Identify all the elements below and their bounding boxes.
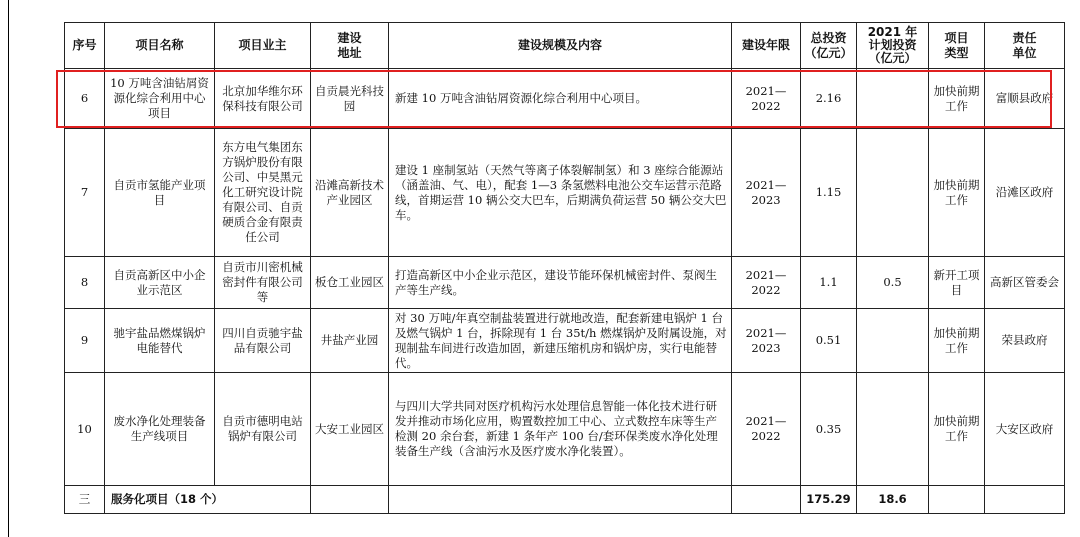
cell-name: 10 万吨含油钻屑资源化综合利用中心项目: [105, 69, 215, 129]
cell-content: 新建 10 万吨含油钻屑资源化综合利用中心项目。: [389, 69, 732, 129]
cell-type: 加快前期工作: [929, 129, 985, 257]
header-plan: 2021 年 计划投资 （亿元）: [857, 23, 929, 69]
cell-seq: 10: [65, 373, 105, 486]
cell-type: 加快前期工作: [929, 373, 985, 486]
header-unit: 责任 单位: [985, 23, 1065, 69]
cell-type: 新开工项目: [929, 257, 985, 309]
cell-plan: 0.5: [857, 257, 929, 309]
cell-name: 驰宇盐品燃煤锅炉电能替代: [105, 309, 215, 373]
summary-seq: 三: [65, 486, 105, 514]
cell-seq: 6: [65, 69, 105, 129]
summary-row: [65, 486, 1065, 514]
cell-content: 与四川大学共同对医疗机构污水处理信息智能一体化技术进行研发并推动市场化应用，购置数控加工中心、立式数控车床等生产检测 20 余台套，新建 1 条年产 100 台/套环保类废水净化处理装备生产线（含油污水及医疗废水净化装置）。: [389, 373, 732, 486]
cell-plan: [857, 69, 929, 129]
summary-plan: 18.6: [857, 486, 929, 514]
table-row: [65, 129, 1065, 257]
table-row: [65, 309, 1065, 373]
cell-content: 建设 1 座制氢站（天然气等离子体裂解制氢）和 3 座综合能源站（涵盖油、气、电），配套 1—3 条氢燃料电池公交车运营示范路线，首期运营 10 辆公交大巴车，后期满负荷运营 50 辆公交大巴车。: [389, 129, 732, 257]
summary-content: [389, 486, 732, 514]
table-row: [65, 69, 1065, 129]
cell-unit: 富顺县政府: [985, 69, 1065, 129]
cell-seq: 9: [65, 309, 105, 373]
header-owner: 项目业主: [215, 23, 311, 69]
cell-plan: [857, 373, 929, 486]
summary-period: [732, 486, 801, 514]
cell-content: 对 30 万吨/年真空制盐装置进行就地改造，配套新建电锅炉 1 台及燃气锅炉 1 台，拆除现有 1 台 35t/h 燃煤锅炉及附属设施，对现制盐车间进行改造加固，新建压缩机房和锅炉房，实行电能替代。: [389, 309, 732, 373]
cell-name: 自贡市氢能产业项目: [105, 129, 215, 257]
table-row: [65, 373, 1065, 486]
summary-name: 服务化项目（18 个）: [105, 486, 311, 514]
header-location: 建设 地址: [311, 23, 389, 69]
header-name: 项目名称: [105, 23, 215, 69]
cell-location: 大安工业园区: [311, 373, 389, 486]
cell-seq: 7: [65, 129, 105, 257]
cell-location: 沿滩高新技术产业园区: [311, 129, 389, 257]
cell-owner: 自贡市川密机械密封件有限公司等: [215, 257, 311, 309]
cell-owner: 东方电气集团东方锅炉股份有限公司、中昊黑元化工研究设计院有限公司、自贡硬质合金有限责任公司: [215, 129, 311, 257]
cell-name: 废水净化处理装备生产线项目: [105, 373, 215, 486]
cell-owner: 北京加华维尔环保科技有限公司: [215, 69, 311, 129]
header-period: 建设年限: [732, 23, 801, 69]
cell-name: 自贡高新区中小企业示范区: [105, 257, 215, 309]
summary-unit: [985, 486, 1065, 514]
cell-total: 1.15: [801, 129, 857, 257]
project-table: [64, 22, 1065, 514]
header-row: [65, 23, 1065, 69]
cell-total: 2.16: [801, 69, 857, 129]
cell-unit: 大安区政府: [985, 373, 1065, 486]
header-content: 建设规模及内容: [389, 23, 732, 69]
cell-total: 0.35: [801, 373, 857, 486]
cell-unit: 沿滩区政府: [985, 129, 1065, 257]
summary-location: [311, 486, 389, 514]
cell-plan: [857, 129, 929, 257]
cell-content: 打造高新区中小企业示范区，建设节能环保机械密封件、泵阀生产等生产线。: [389, 257, 732, 309]
cell-unit: 荣县政府: [985, 309, 1065, 373]
summary-total: 175.29: [801, 486, 857, 514]
page-left-edge: [8, 0, 9, 537]
cell-period: 2021— 2023: [732, 129, 801, 257]
cell-owner: 四川自贡驰宇盐品有限公司: [215, 309, 311, 373]
cell-location: 自贡晨光科技园: [311, 69, 389, 129]
table-row: [65, 257, 1065, 309]
cell-period: 2021— 2022: [732, 69, 801, 129]
cell-plan: [857, 309, 929, 373]
header-seq: 序号: [65, 23, 105, 69]
header-type: 项目 类型: [929, 23, 985, 69]
cell-period: 2021— 2023: [732, 309, 801, 373]
cell-total: 0.51: [801, 309, 857, 373]
cell-type: 加快前期工作: [929, 69, 985, 129]
cell-period: 2021— 2022: [732, 373, 801, 486]
cell-location: 井盐产业园: [311, 309, 389, 373]
cell-period: 2021— 2022: [732, 257, 801, 309]
summary-type: [929, 486, 985, 514]
cell-seq: 8: [65, 257, 105, 309]
cell-location: 板仓工业园区: [311, 257, 389, 309]
header-total: 总投资 （亿元）: [801, 23, 857, 69]
cell-unit: 高新区管委会: [985, 257, 1065, 309]
cell-total: 1.1: [801, 257, 857, 309]
cell-type: 加快前期工作: [929, 309, 985, 373]
cell-owner: 自贡市德明电站锅炉有限公司: [215, 373, 311, 486]
